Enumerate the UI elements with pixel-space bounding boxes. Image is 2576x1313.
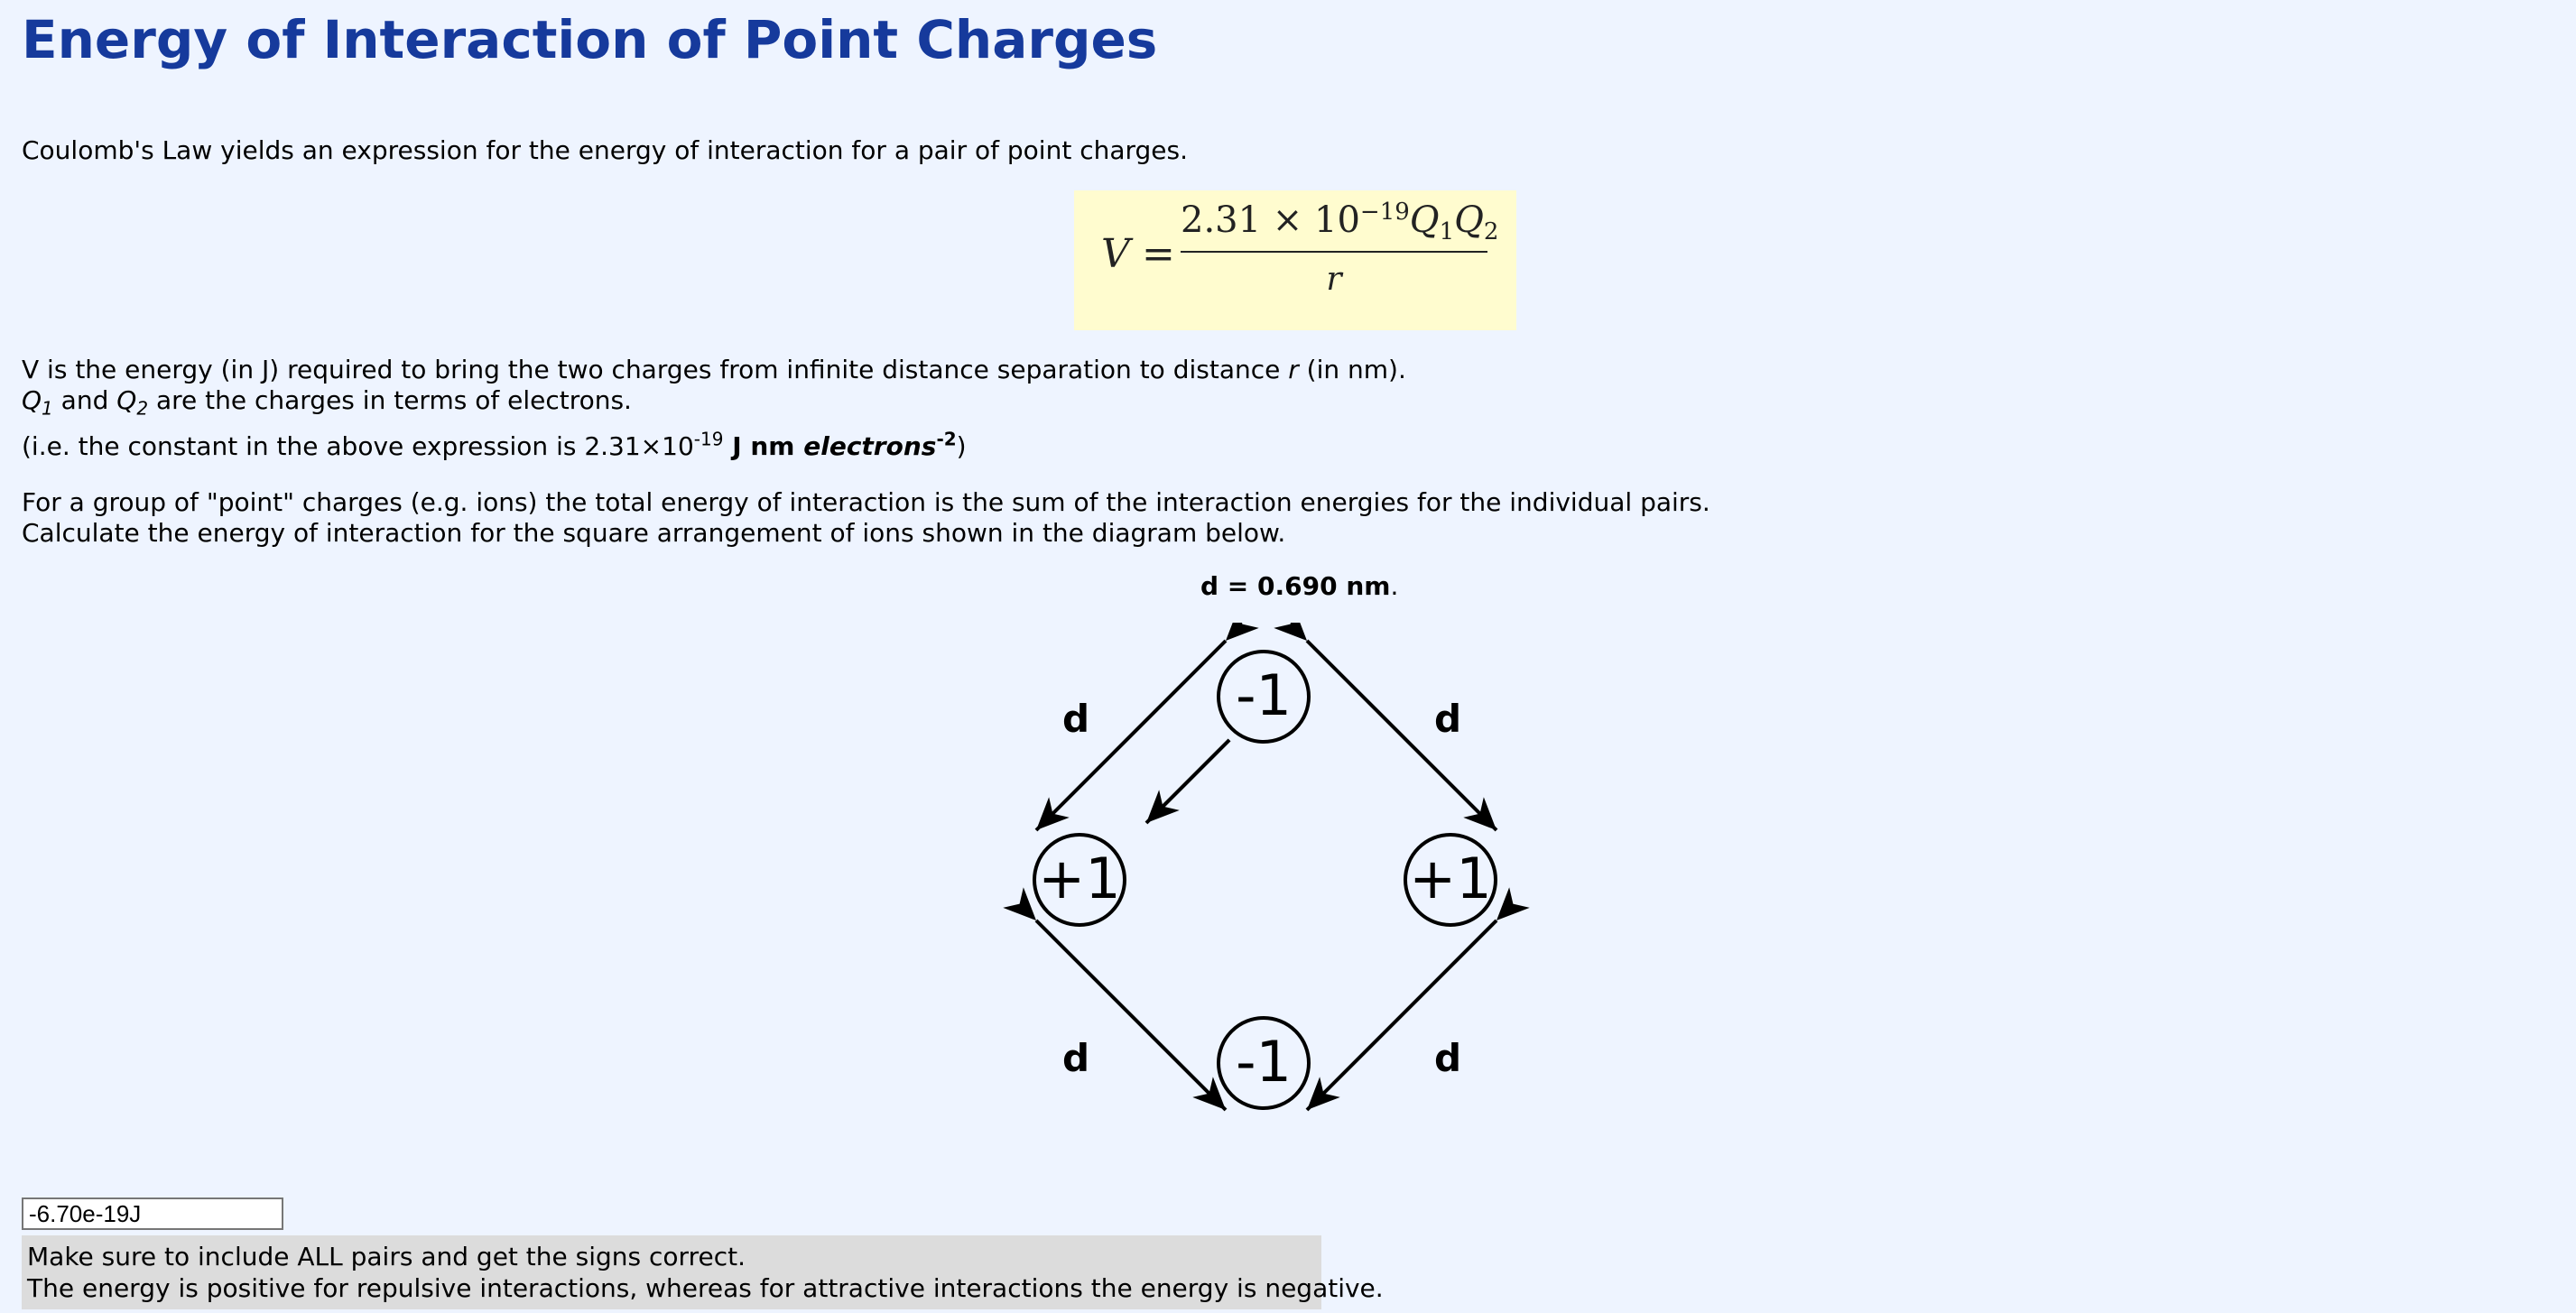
explanation-q2-sub: 2: [136, 397, 149, 420]
edge-label-bottom-left: d: [1061, 1036, 1090, 1080]
distance-period: .: [1390, 571, 1399, 601]
distance-value: d = 0.690 nm: [1200, 571, 1391, 601]
fraction-bar: [1181, 251, 1487, 253]
formula-q1-sub: 1: [1439, 218, 1455, 245]
formula-equals: =: [1142, 231, 1175, 277]
ion-top-label: -1: [1236, 662, 1292, 728]
explanation-line-3: [22, 428, 967, 462]
edge-label-top-right: d: [1433, 697, 1462, 741]
task-line-1: For a group of "point" charges (e.g. ions) the total energy of interaction is the sum of the interaction energies for the individual pairs.: [22, 487, 1710, 517]
edge-label-bottom-right: d: [1433, 1036, 1462, 1080]
explanation-line-1-b: (in nm).: [1298, 355, 1406, 384]
edge-bottom-right: [1307, 920, 1496, 1110]
explanation-and: and: [52, 385, 117, 415]
arrow-top-left: [1146, 740, 1229, 823]
explanation-line-3-a: (i.e. the constant in the above expression is 2.31×10: [22, 431, 694, 461]
distance-caption: [1200, 571, 1398, 601]
formula-denominator: r: [1326, 261, 1342, 298]
formula-coefficient: 2.31 × 10: [1181, 199, 1360, 241]
ion-right-label: +1: [1409, 846, 1492, 911]
coulomb-formula: [1074, 190, 1516, 330]
answer-input[interactable]: [22, 1197, 283, 1230]
explanation-line-2: [22, 385, 632, 420]
ion-right: [1405, 835, 1496, 925]
explanation-units: J nm: [723, 431, 804, 461]
unused-2: [1127, 645, 1217, 735]
ion-top: [1219, 652, 1309, 742]
explanation-line-2-rest: are the charges in terms of electrons.: [148, 385, 632, 415]
explanation-q2: Q: [116, 385, 137, 415]
formula-q2-sub: 2: [1483, 218, 1499, 245]
spacer-line: [1137, 634, 1221, 832]
edge-top-right: [1307, 641, 1496, 830]
page-title: Energy of Interaction of Point Charges: [22, 9, 1158, 70]
ion-bottom: [1219, 1018, 1309, 1108]
explanation-q1: Q: [22, 385, 42, 415]
ion-square-diagram: [1002, 623, 1543, 1137]
formula-exponent: −19: [1359, 199, 1410, 226]
explanation-electrons: electrons: [803, 431, 937, 461]
ion-left: [1034, 835, 1125, 925]
explanation-q1-sub: 1: [42, 397, 53, 420]
unused: [1142, 641, 1221, 828]
explanation-exp2: -2: [936, 428, 957, 450]
intro-text: Coulomb's Law yields an expression for the energy of interaction for a pair of point charges.: [22, 135, 1189, 165]
unused-3: [1029, 713, 1178, 862]
ion-left-label: +1: [1038, 846, 1121, 911]
formula-q2: Q: [1454, 199, 1484, 241]
explanation-exp: -19: [693, 428, 724, 450]
edge-label-top-left: d: [1061, 697, 1090, 741]
task-line-2: Calculate the energy of interaction for the square arrangement of ions shown in the diagram below.: [22, 518, 1286, 548]
formula-q1: Q: [1409, 199, 1440, 241]
feedback-line-2: The energy is positive for repulsive interactions, whereas for attractive interactions the energy is negative.: [27, 1273, 1384, 1303]
feedback-line-1: Make sure to include ALL pairs and get the signs correct.: [27, 1242, 746, 1271]
formula-numerator: [1181, 199, 1499, 245]
explanation-close: ): [956, 431, 967, 461]
explanation-line-1-a: V is the energy (in J) required to bring the two charges from infinite distance separation to distance: [22, 355, 1289, 384]
feedback-box: [22, 1235, 1384, 1309]
edge-bottom-left: [1036, 920, 1226, 1110]
ion-bottom-label: -1: [1236, 1029, 1292, 1095]
explanation-r: r: [1288, 355, 1299, 384]
formula-lhs: V: [1101, 231, 1130, 277]
explanation-line-1: [22, 355, 1406, 385]
